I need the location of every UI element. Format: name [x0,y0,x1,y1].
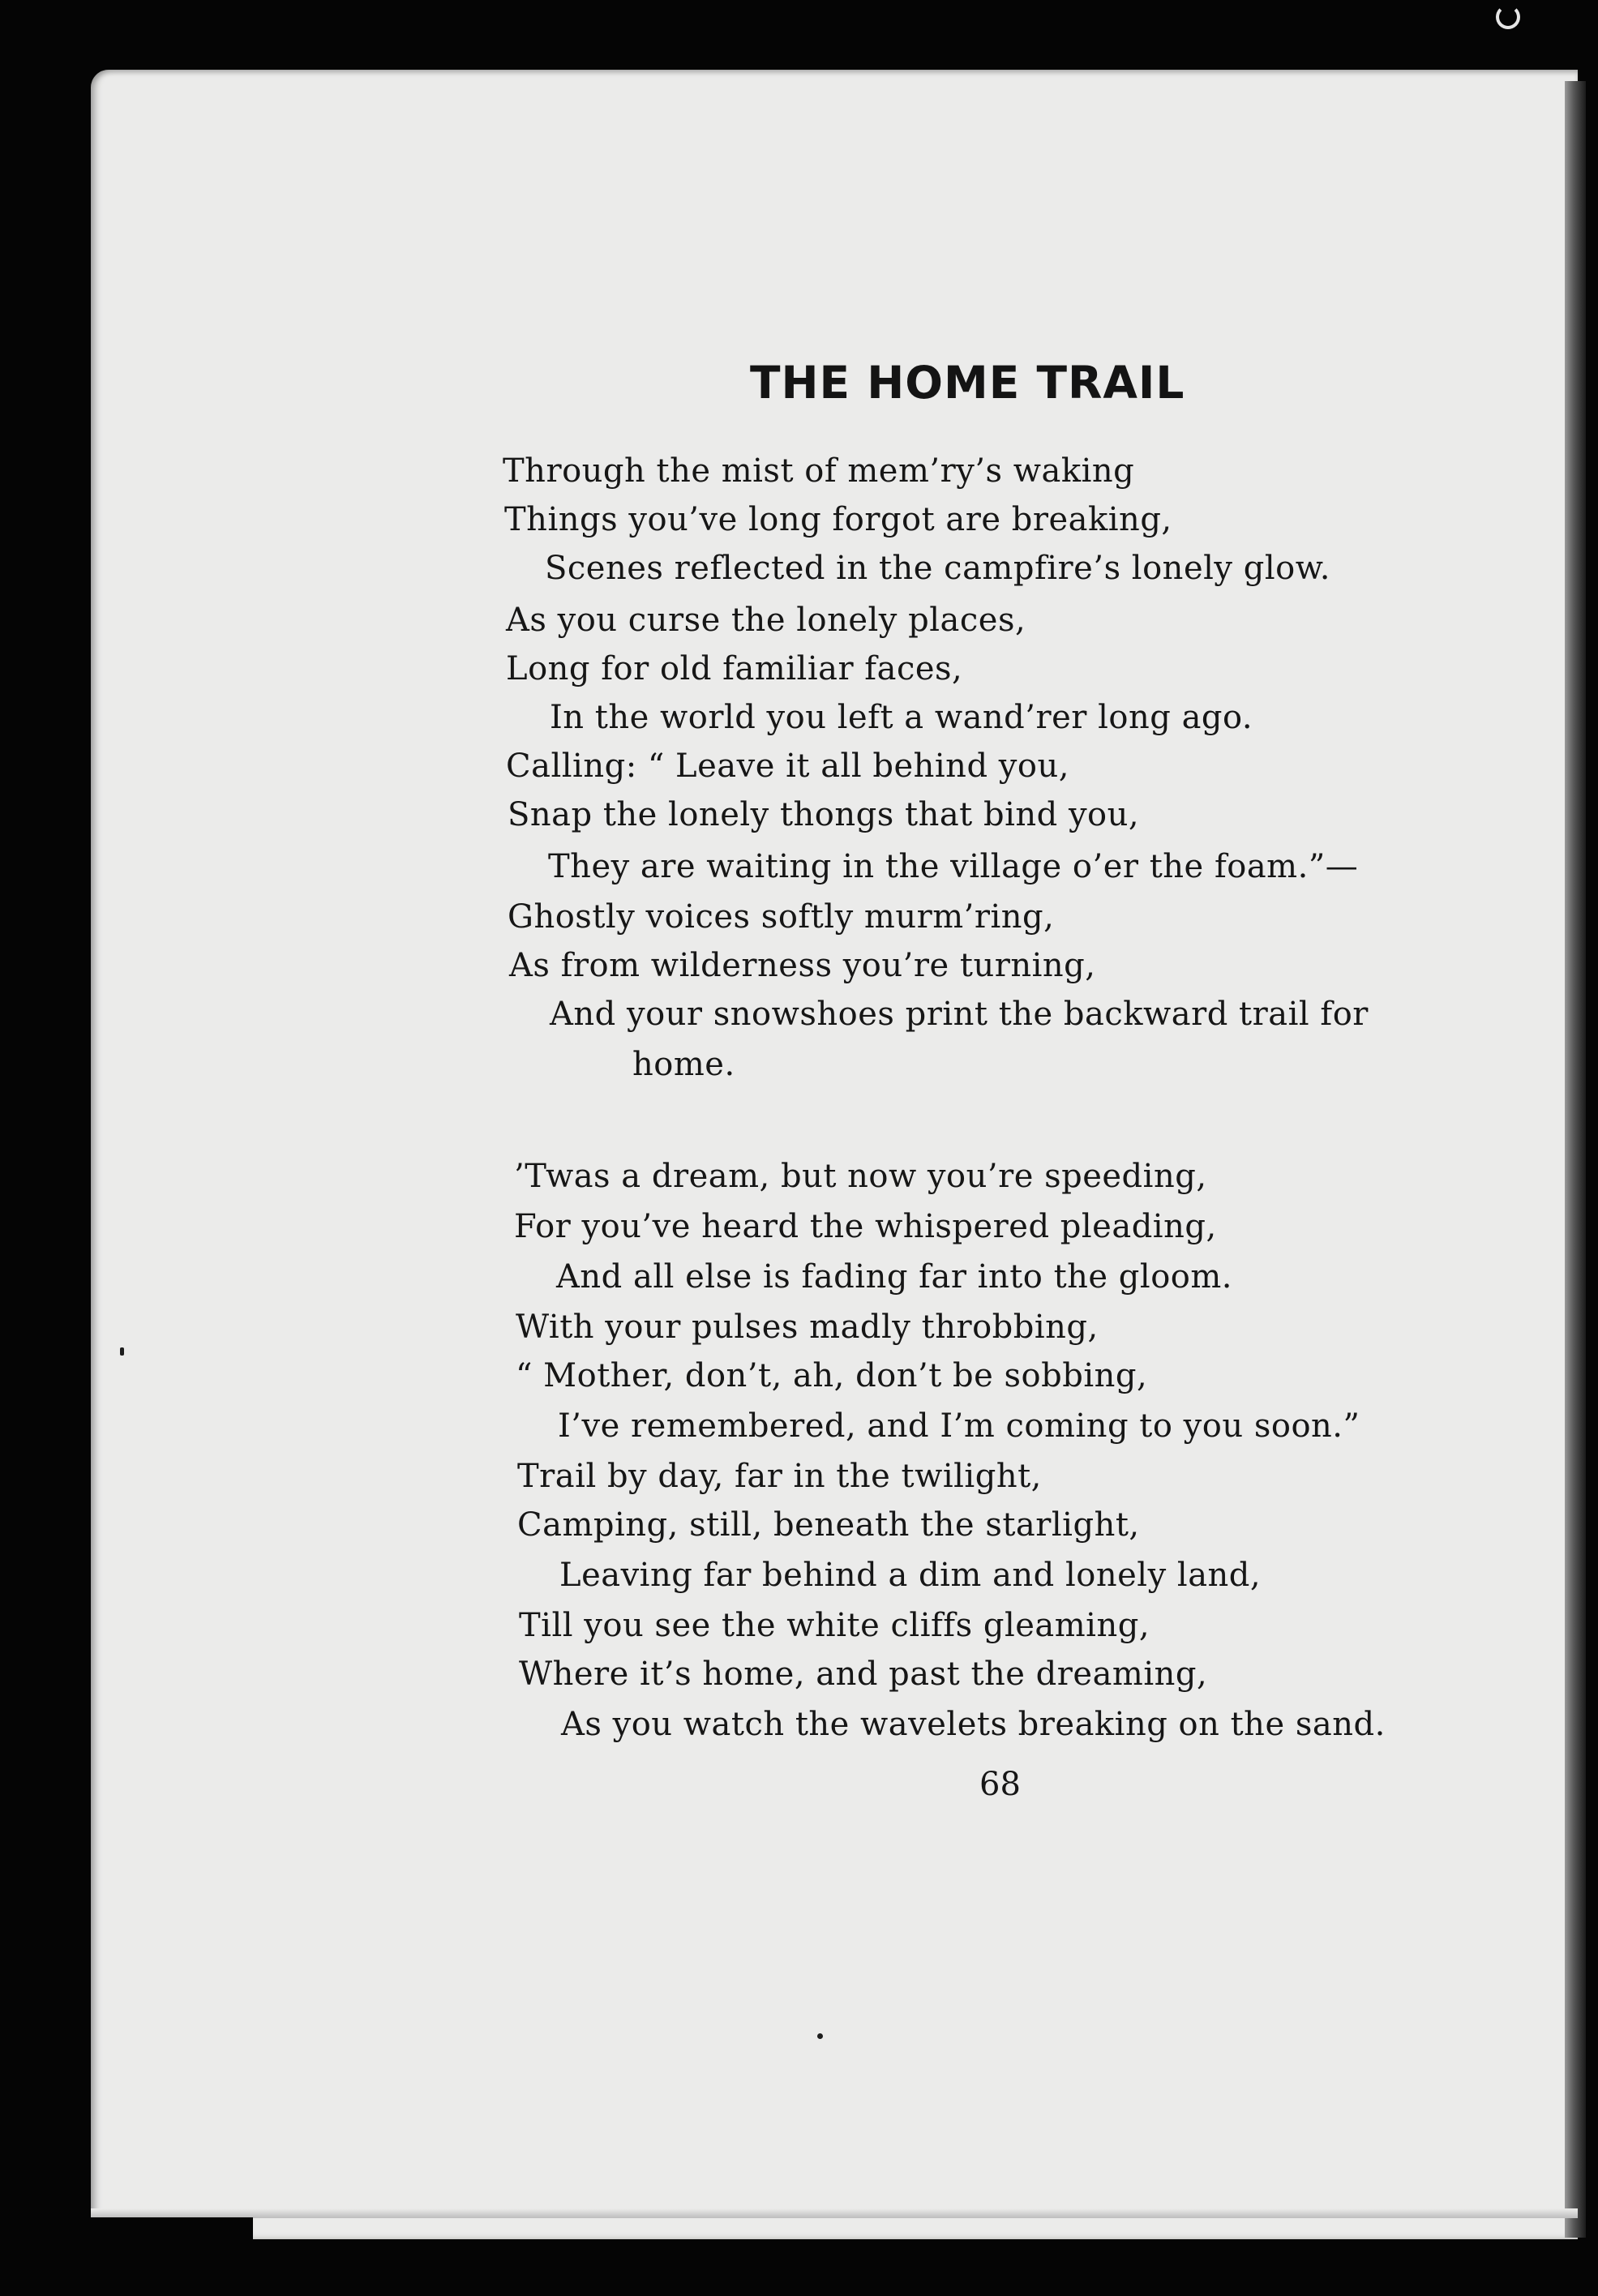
poem-line: With your pulses madly throbbing, [516,1309,1099,1346]
poem-line: Ghostly voices softly murm’ring, [508,898,1055,936]
poem-title: THE HOME TRAIL [750,357,1185,409]
poem-line: In the world you left a wand’rer long ago. [550,699,1253,736]
page-bottom-edge [91,2208,1578,2218]
poem-line: They are waiting in the village o’er the foam.”— [548,848,1359,885]
poem-line: And your snowshoes print the backward trail for [550,996,1369,1033]
poem-line: Scenes reflected in the campfire’s lonely glow. [545,550,1330,587]
ink-speck [120,1347,124,1356]
poem-line: Where it’s home, and past the dreaming, [519,1656,1208,1693]
poem-line: I’ve remembered, and I’m coming to you soon.” [558,1407,1360,1445]
poem-line: home. [632,1046,735,1083]
poem-line: Till you see the white cliffs gleaming, [519,1607,1150,1644]
poem-line: Calling: “ Leave it all behind you, [506,747,1069,785]
poem-line: Things you’ve long forgot are breaking, [504,501,1172,538]
poem-line: ’Twas a dream, but now you’re speeding, [514,1158,1207,1195]
poem-line: Long for old familiar faces, [506,650,963,688]
poem-line: Through the mist of mem’ry’s waking [503,452,1135,490]
poem-line: Snap the lonely thongs that bind you, [508,796,1140,833]
poem-line: As you curse the lonely places, [506,602,1026,639]
page-corner-shadow [91,2217,253,2250]
scan-mark-icon [1496,5,1520,29]
poem-line: As from wilderness you’re turning, [509,947,1096,984]
ink-speck [817,2033,823,2039]
poem-line: And all else is fading far into the gloom. [556,1258,1233,1296]
page-number: 68 [979,1766,1021,1803]
poem-line: “ Mother, don’t, ah, don’t be sobbing, [516,1357,1148,1394]
poem-line: Leaving far behind a dim and lonely land, [559,1557,1262,1594]
poem-line: For you’ve heard the whispered pleading, [514,1208,1217,1245]
poem-line: Trail by day, far in the twilight, [517,1458,1042,1495]
page-edge-shadow [1565,81,1586,2238]
poem-line: Camping, still, beneath the starlight, [517,1506,1140,1544]
poem-line: As you watch the wavelets breaking on the sand. [561,1706,1386,1743]
